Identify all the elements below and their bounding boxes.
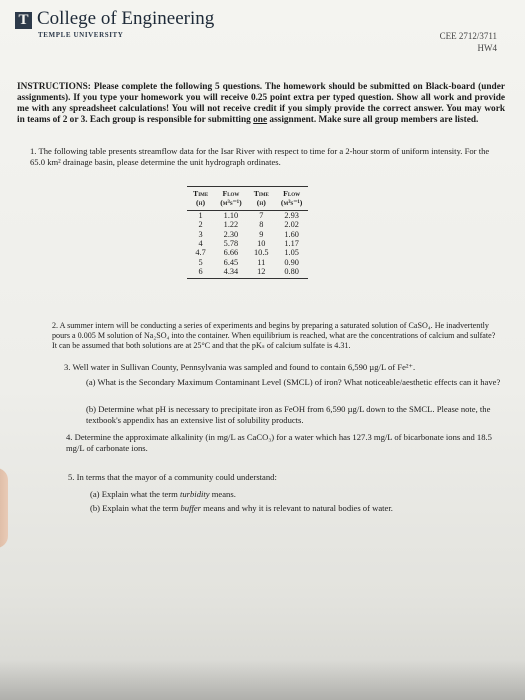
- table-cell: 1.22: [223, 220, 239, 230]
- course-number: CEE 2712/3711: [439, 31, 497, 41]
- instructions-text-a: Please complete the following 5 questions. The homework should be submitted on Black-board (under assignments). If you type your homework you will receive 0.25 point extra per typed question. Show all work and provide me with any spreadsheet calculations! You will not receive credit if you simply provide the correct answer. You may work in teams of 2 or 3. Each group is responsible for submitting: [17, 82, 505, 125]
- question-1-text: The following table presents streamflow data for the Isar River with respect to time for a 2-hour storm of uniform intensity. For the 65.0 km² drainage basin, please determine the unit hydrograph ordinates.: [30, 146, 490, 167]
- table-cell: 0.90: [284, 257, 299, 267]
- streamflow-table: [187, 186, 308, 279]
- table-header: Flow: [214, 187, 247, 199]
- table-unit: (h): [248, 198, 275, 210]
- table-cell: 2: [198, 220, 203, 230]
- question-5a: [90, 489, 510, 500]
- question-3-number: 3.: [64, 362, 71, 372]
- question-3a-label: (a): [86, 377, 96, 387]
- university-name: TEMPLE UNIVERSITY: [38, 31, 124, 39]
- question-5: [68, 472, 508, 483]
- table-cell: 1.10: [223, 210, 239, 220]
- question-5-text: In terms that the mayor of a community could understand:: [76, 472, 277, 482]
- table-cell: 7: [259, 210, 264, 220]
- table-row: [187, 239, 308, 248]
- table-row: [187, 248, 308, 257]
- course-info: [440, 30, 497, 54]
- question-2-number: 2.: [52, 321, 59, 330]
- question-4-number: 4.: [66, 432, 73, 442]
- question-3-text: Well water in Sullivan County, Pennsylvania was sampled and found to contain 6,590 µg/L of Fe²⁺.: [72, 362, 416, 372]
- question-5b-text-1: Explain what the term: [102, 503, 181, 513]
- question-3b-label: (b): [86, 404, 97, 414]
- table-cell: 12: [248, 267, 275, 278]
- table-row: [187, 220, 308, 229]
- table-cell: 8: [259, 220, 264, 230]
- table-units-row: [187, 198, 308, 210]
- question-2-text: A summer intern will be conducting a series of experiments and begins by preparing a saturated solution of CaSO₄. He inadvertently pours a 0.005 M solution of Na₂SO₄ into the container. When equilibrium is reached, what are the concentrations of calcium and sulfate? It can be assumed that both solutions are at 25°C and that the pKₛ of calcium sulfate is 4.31.: [52, 321, 496, 351]
- table-row: [187, 267, 308, 278]
- turbidity-term: turbidity: [179, 489, 210, 499]
- table-cell: 6.45: [223, 257, 239, 267]
- table-header: Time: [248, 187, 275, 199]
- thumb-in-photo: [0, 468, 8, 548]
- question-3a: [86, 377, 506, 388]
- question-4: [66, 432, 506, 453]
- table-header-row: [187, 187, 308, 199]
- table-unit: (h): [187, 198, 214, 210]
- question-3b-text: Determine what pH is necessary to precipitate iron as FeOH from 6,590 µg/L down to the SMCL. Please note, the textbook's appendix has an extensive list of solubility products.: [86, 404, 491, 425]
- question-5a-text-2: means.: [209, 489, 236, 499]
- question-5b-text-2: means and why it is relevant to natural bodies of water.: [201, 503, 393, 513]
- table-cell: 5: [198, 257, 203, 267]
- assignment-label: HW4: [477, 43, 497, 53]
- question-5b: [90, 503, 510, 514]
- question-2: [52, 321, 502, 352]
- table-cell: 1.60: [284, 229, 299, 239]
- question-1-number: 1.: [30, 146, 37, 156]
- instructions-text-b: assignment. Make sure all group members are listed.: [267, 115, 479, 125]
- table-cell: 4: [198, 239, 203, 249]
- table-cell: 11: [257, 257, 266, 267]
- table-cell: 10: [257, 239, 266, 249]
- table-row: [187, 258, 308, 267]
- question-3a-text: What is the Secondary Maximum Contaminant Level (SMCL) of iron? What noticeable/aesthetic effects can it have?: [97, 377, 501, 387]
- table-cell: 10.5: [254, 248, 269, 258]
- instructions-block: [17, 82, 505, 126]
- buffer-term: buffer: [180, 503, 201, 513]
- table-cell: 2.02: [284, 220, 299, 230]
- table-unit: (m³s⁻¹): [214, 198, 247, 210]
- table-cell: 2.30: [223, 229, 239, 239]
- question-5a-label: (a): [90, 489, 100, 499]
- table-row: [187, 230, 308, 239]
- instructions-underlined-word: one: [253, 115, 268, 125]
- question-1: [30, 146, 500, 167]
- table-cell: 2.93: [284, 210, 299, 220]
- table-header: Time: [187, 187, 214, 199]
- question-4-text: Determine the approximate alkalinity (in mg/L as CaCO₃) for a water which has 127.3 mg/L of bicarbonate ions and 18.5 mg/L of carbonate ions.: [66, 432, 492, 453]
- question-3: [64, 362, 504, 373]
- page-shadow: [0, 660, 525, 700]
- table-cell: 5.78: [223, 239, 239, 249]
- temple-t-logo-icon: T: [15, 12, 32, 29]
- table-cell: 4.34: [214, 267, 247, 278]
- question-5-number: 5.: [68, 472, 75, 482]
- table-cell: 6: [187, 267, 214, 278]
- instructions-label: INSTRUCTIONS:: [17, 82, 91, 92]
- table-cell: 1.17: [284, 239, 299, 249]
- table-cell: 6.66: [223, 248, 239, 258]
- table-cell: 9: [259, 229, 264, 239]
- table-cell: 1: [198, 210, 203, 220]
- college-name: College of Engineering: [37, 8, 215, 29]
- table-cell: 4.7: [195, 248, 206, 258]
- table-header: Flow: [275, 187, 308, 199]
- table-cell: 0.80: [275, 267, 308, 278]
- table-cell: 3: [198, 229, 203, 239]
- table-cell: 1.05: [284, 248, 299, 258]
- question-5a-text-1: Explain what the term: [101, 489, 180, 499]
- question-3b: [86, 404, 506, 425]
- question-5b-label: (b): [90, 503, 101, 513]
- table-row: [187, 210, 308, 220]
- table-unit: (m³s⁻¹): [275, 198, 308, 210]
